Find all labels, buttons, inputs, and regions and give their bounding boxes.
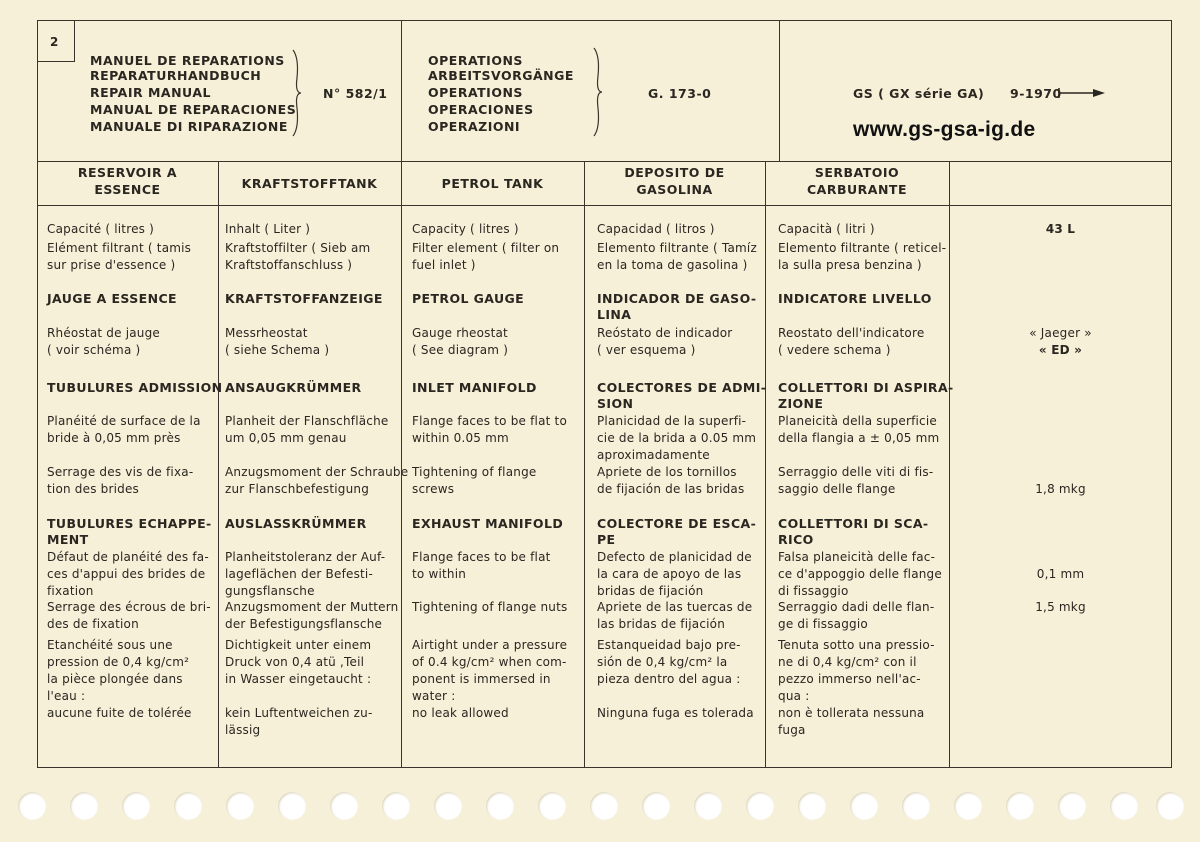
row-label: ge di fissaggio — [778, 617, 868, 631]
capacity-label: Kraftstoffanschluss ) — [225, 258, 353, 272]
row-label: Tightening of flange nuts — [412, 600, 568, 614]
row-label: la cara de apoyo de las — [597, 567, 742, 581]
row-label: to within — [412, 567, 467, 581]
column-separator — [949, 161, 950, 768]
row-label: bride à 0,05 mm près — [47, 431, 181, 445]
capacity-label: Kraftstoffilter ( Sieb am — [225, 241, 371, 255]
section-title: LINA — [597, 307, 632, 322]
row-label: ce d'appoggio delle flange — [778, 567, 942, 581]
binder-hole — [850, 792, 878, 820]
manual-title: REPARATURHANDBUCH — [90, 68, 262, 83]
section-title: PETROL GAUGE — [412, 291, 525, 306]
row-label: Falsa planeicità delle fac- — [778, 550, 936, 564]
row-label: non è tollerata nessuna — [778, 706, 925, 720]
capacity-label: sur prise d'essence ) — [47, 258, 176, 272]
row-label: qua : — [778, 689, 810, 703]
manual-title: MANUAL DE REPARACIONES — [90, 102, 297, 117]
model-label: GS ( GX série GA) — [853, 86, 985, 101]
section-title: JAUGE A ESSENCE — [47, 291, 177, 306]
operations-title: OPERAZIONI — [428, 119, 521, 134]
row-label: ponent is immersed in — [412, 672, 551, 686]
column-header-fr — [37, 164, 218, 198]
column-header-it — [765, 164, 949, 198]
column-separator — [765, 161, 766, 768]
section-title: COLECTORE DE ESCA- — [597, 516, 757, 531]
row-label: Défaut de planéité des fa- — [47, 550, 209, 564]
binder-hole — [434, 792, 462, 820]
row-label: ( ver esquema ) — [597, 343, 696, 357]
row-label: pieza dentro del agua : — [597, 672, 741, 686]
row-label: Airtight under a pressure — [412, 638, 568, 652]
column-separator — [584, 161, 585, 768]
row-label: saggio delle flange — [778, 482, 896, 496]
binder-hole — [798, 792, 826, 820]
operations-title: OPERATIONS — [428, 53, 523, 68]
section-title: AUSLASSKRÜMMER — [225, 516, 367, 531]
operation-code: G. 173-0 — [648, 86, 712, 101]
binder-hole — [954, 792, 982, 820]
column-header-line: RESERVOIR A — [77, 165, 178, 180]
row-label: pezzo immerso nell'ac- — [778, 672, 921, 686]
capacity-label: Filter element ( filter on — [412, 241, 560, 255]
binder-hole — [590, 792, 618, 820]
row-label: Planéité de surface de la — [47, 414, 201, 428]
operations-title: OPERATIONS — [428, 85, 523, 100]
binder-hole — [18, 792, 46, 820]
row-label: de fijación de las bridas — [597, 482, 745, 496]
row-label: Druck von 0,4 atü ,Teil — [225, 655, 365, 669]
row-label: Planheitstoleranz der Auf- — [225, 550, 386, 564]
website-watermark: www.gs-gsa-ig.de — [853, 118, 1036, 141]
capacity-label: Capacité ( litres ) — [47, 222, 155, 236]
section-title: MENT — [47, 532, 89, 547]
row-label: pression de 0,4 kg/cm² — [47, 655, 190, 669]
binder-hole — [642, 792, 670, 820]
row-label: Estanqueidad bajo pre- — [597, 638, 741, 652]
row-label: ( vedere schema ) — [778, 343, 891, 357]
row-label: cie de la brida a 0.05 mm — [597, 431, 757, 445]
column-header-line: PETROL TANK — [441, 176, 544, 191]
row-label: Ninguna fuga es tolerada — [597, 706, 754, 720]
row-label: ( voir schéma ) — [47, 343, 141, 357]
binder-hole — [330, 792, 358, 820]
capacity-label: Elemento filtrante ( Tamíz — [597, 241, 757, 255]
row-label: Flange faces to be flat — [412, 550, 551, 564]
header-divider — [37, 161, 1172, 162]
row-label: Apriete de las tuercas de — [597, 600, 753, 614]
row-label: Serraggio dadi delle flan- — [778, 600, 935, 614]
row-label: Reostato dell'indicatore — [778, 326, 925, 340]
section-title: PE — [597, 532, 616, 547]
row-label: Apriete de los tornillos — [597, 465, 737, 479]
row-label: screws — [412, 482, 455, 496]
section-title: ANSAUGKRÜMMER — [225, 380, 362, 395]
value-capacity: 43 L — [1045, 222, 1076, 236]
section-title: RICO — [778, 532, 814, 547]
row-label: Serraggio delle viti di fis- — [778, 465, 934, 479]
row-label: in Wasser eingetaucht : — [225, 672, 372, 686]
value-exhaust-torque: 1,5 mkg — [1035, 600, 1086, 614]
row-label: Rhéostat de jauge — [47, 326, 161, 340]
row-label: di fissaggio — [778, 584, 849, 598]
row-label: Planheit der Flanschfläche — [225, 414, 389, 428]
row-label: della flangia a ± 0,05 mm — [778, 431, 940, 445]
binder-hole — [122, 792, 150, 820]
row-label: tion des brides — [47, 482, 140, 496]
binder-hole — [746, 792, 774, 820]
row-label: lageflächen der Befesti- — [225, 567, 373, 581]
binder-hole — [174, 792, 202, 820]
binder-hole — [902, 792, 930, 820]
binder-hole — [1058, 792, 1086, 820]
manual-title: MANUEL DE REPARATIONS — [90, 53, 285, 68]
section-title: KRAFTSTOFFANZEIGE — [225, 291, 383, 306]
binder-hole — [226, 792, 254, 820]
header-separator — [401, 20, 402, 162]
row-label: no leak allowed — [412, 706, 509, 720]
row-label: Anzugsmoment der Schraube — [225, 465, 409, 479]
binder-hole — [538, 792, 566, 820]
row-label: des de fixation — [47, 617, 139, 631]
row-label: water : — [412, 689, 456, 703]
column-header-line: SERBATOIO — [814, 165, 900, 180]
row-label: Tenuta sotto una pressio- — [778, 638, 935, 652]
capacity-label: fuel inlet ) — [412, 258, 476, 272]
operations-title: OPERACIONES — [428, 102, 534, 117]
binder-hole — [1156, 792, 1184, 820]
column-header-line: KRAFTSTOFFTANK — [241, 176, 378, 191]
row-label: within 0.05 mm — [412, 431, 509, 445]
row-label: ces d'appui des brides de — [47, 567, 206, 581]
row-label: Defecto de planicidad de — [597, 550, 752, 564]
row-label: l'eau : — [47, 689, 86, 703]
manual-title: MANUALE DI RIPARAZIONE — [90, 119, 288, 134]
row-label: Planeicità della superficie — [778, 414, 937, 428]
section-title: INDICATORE LIVELLO — [778, 291, 932, 306]
capacity-label: Elément filtrant ( tamis — [47, 241, 192, 255]
row-label: sión de 0,4 kg/cm² la — [597, 655, 728, 669]
value-gauge: « ED » — [1038, 343, 1083, 357]
manual-number: N° 582/1 — [323, 86, 388, 101]
row-label: Flange faces to be flat to — [412, 414, 567, 428]
row-label: Planicidad de la superfi- — [597, 414, 747, 428]
binder-hole — [694, 792, 722, 820]
row-label: um 0,05 mm genau — [225, 431, 347, 445]
binder-hole — [382, 792, 410, 820]
brace-icon — [290, 48, 304, 138]
row-label: Dichtigkeit unter einem — [225, 638, 372, 652]
row-label: Reóstato de indicador — [597, 326, 733, 340]
section-title: INLET MANIFOLD — [412, 380, 537, 395]
brace-icon — [591, 46, 605, 138]
binder-hole — [70, 792, 98, 820]
row-label: Serrage des vis de fixa- — [47, 465, 194, 479]
row-label: kein Luftentweichen zu- — [225, 706, 373, 720]
column-header-divider — [37, 205, 1172, 206]
manual-title: REPAIR MANUAL — [90, 85, 211, 100]
section-title: SION — [597, 396, 634, 411]
row-label: Etanchéité sous une — [47, 638, 173, 652]
row-label: la pièce plongée dans — [47, 672, 183, 686]
row-label: aproximadamente — [597, 448, 710, 462]
binder-hole — [1110, 792, 1138, 820]
capacity-label: Capacidad ( litros ) — [597, 222, 715, 236]
row-label: bridas de fijación — [597, 584, 704, 598]
section-title: TUBULURES ECHAPPE- — [47, 516, 212, 531]
row-label: las bridas de fijación — [597, 617, 726, 631]
row-label: Tightening of flange — [412, 465, 537, 479]
section-title: EXHAUST MANIFOLD — [412, 516, 564, 531]
column-separator — [218, 161, 219, 768]
binder-hole — [486, 792, 514, 820]
column-header-es — [584, 164, 765, 198]
section-title: TUBULURES ADMISSION — [47, 380, 223, 395]
capacity-label: en la toma de gasolina ) — [597, 258, 748, 272]
capacity-label: la sulla presa benzina ) — [778, 258, 922, 272]
value-gauge: « Jaeger » — [1029, 326, 1092, 340]
capacity-label: Inhalt ( Liter ) — [225, 222, 311, 236]
row-label: fixation — [47, 584, 94, 598]
binder-hole — [278, 792, 306, 820]
section-title: COLLETTORI DI ASPIRA- — [778, 380, 954, 395]
row-label: ( siehe Schema ) — [225, 343, 330, 357]
column-header-line: GASOLINA — [636, 182, 713, 197]
column-header-line: ESSENCE — [94, 182, 161, 197]
section-title: INDICADOR DE GASO- — [597, 291, 757, 306]
column-header-en — [401, 175, 584, 192]
binder-hole — [1006, 792, 1034, 820]
row-label: der Befestigungsflansche — [225, 617, 383, 631]
date-label: 9-1970 — [1010, 86, 1062, 101]
row-label: lässig — [225, 723, 261, 737]
value-exhaust-flatness: 0,1 mm — [1036, 567, 1085, 581]
capacity-label: Elemento filtrante ( reticel- — [778, 241, 947, 255]
row-label: Serrage des écrous de bri- — [47, 600, 211, 614]
row-label: of 0.4 kg/cm² when com- — [412, 655, 567, 669]
column-header-line: CARBURANTE — [807, 182, 907, 197]
row-label: Gauge rheostat — [412, 326, 508, 340]
arrow-right-icon — [1057, 86, 1107, 100]
section-title: COLLETTORI DI SCA- — [778, 516, 929, 531]
row-label: gungsflansche — [225, 584, 315, 598]
row-label: Anzugsmoment der Muttern — [225, 600, 399, 614]
operations-title: ARBEITSVORGÄNGE — [428, 68, 574, 83]
row-label: ( See diagram ) — [412, 343, 509, 357]
row-label: ne di 0,4 kg/cm² con il — [778, 655, 917, 669]
row-label: Messrheostat — [225, 326, 308, 340]
page-number: 2 — [50, 35, 59, 49]
row-label: fuga — [778, 723, 806, 737]
value-inlet-torque: 1,8 mkg — [1035, 482, 1086, 496]
section-title: COLECTORES DE ADMI- — [597, 380, 767, 395]
header-separator — [779, 20, 780, 162]
column-header-line: DEPOSITO DE — [624, 165, 725, 180]
capacity-label: Capacità ( litri ) — [778, 222, 875, 236]
row-label: zur Flanschbefestigung — [225, 482, 370, 496]
section-title: ZIONE — [778, 396, 824, 411]
capacity-label: Capacity ( litres ) — [412, 222, 519, 236]
row-label: aucune fuite de tolérée — [47, 706, 192, 720]
column-header-de — [218, 175, 401, 192]
